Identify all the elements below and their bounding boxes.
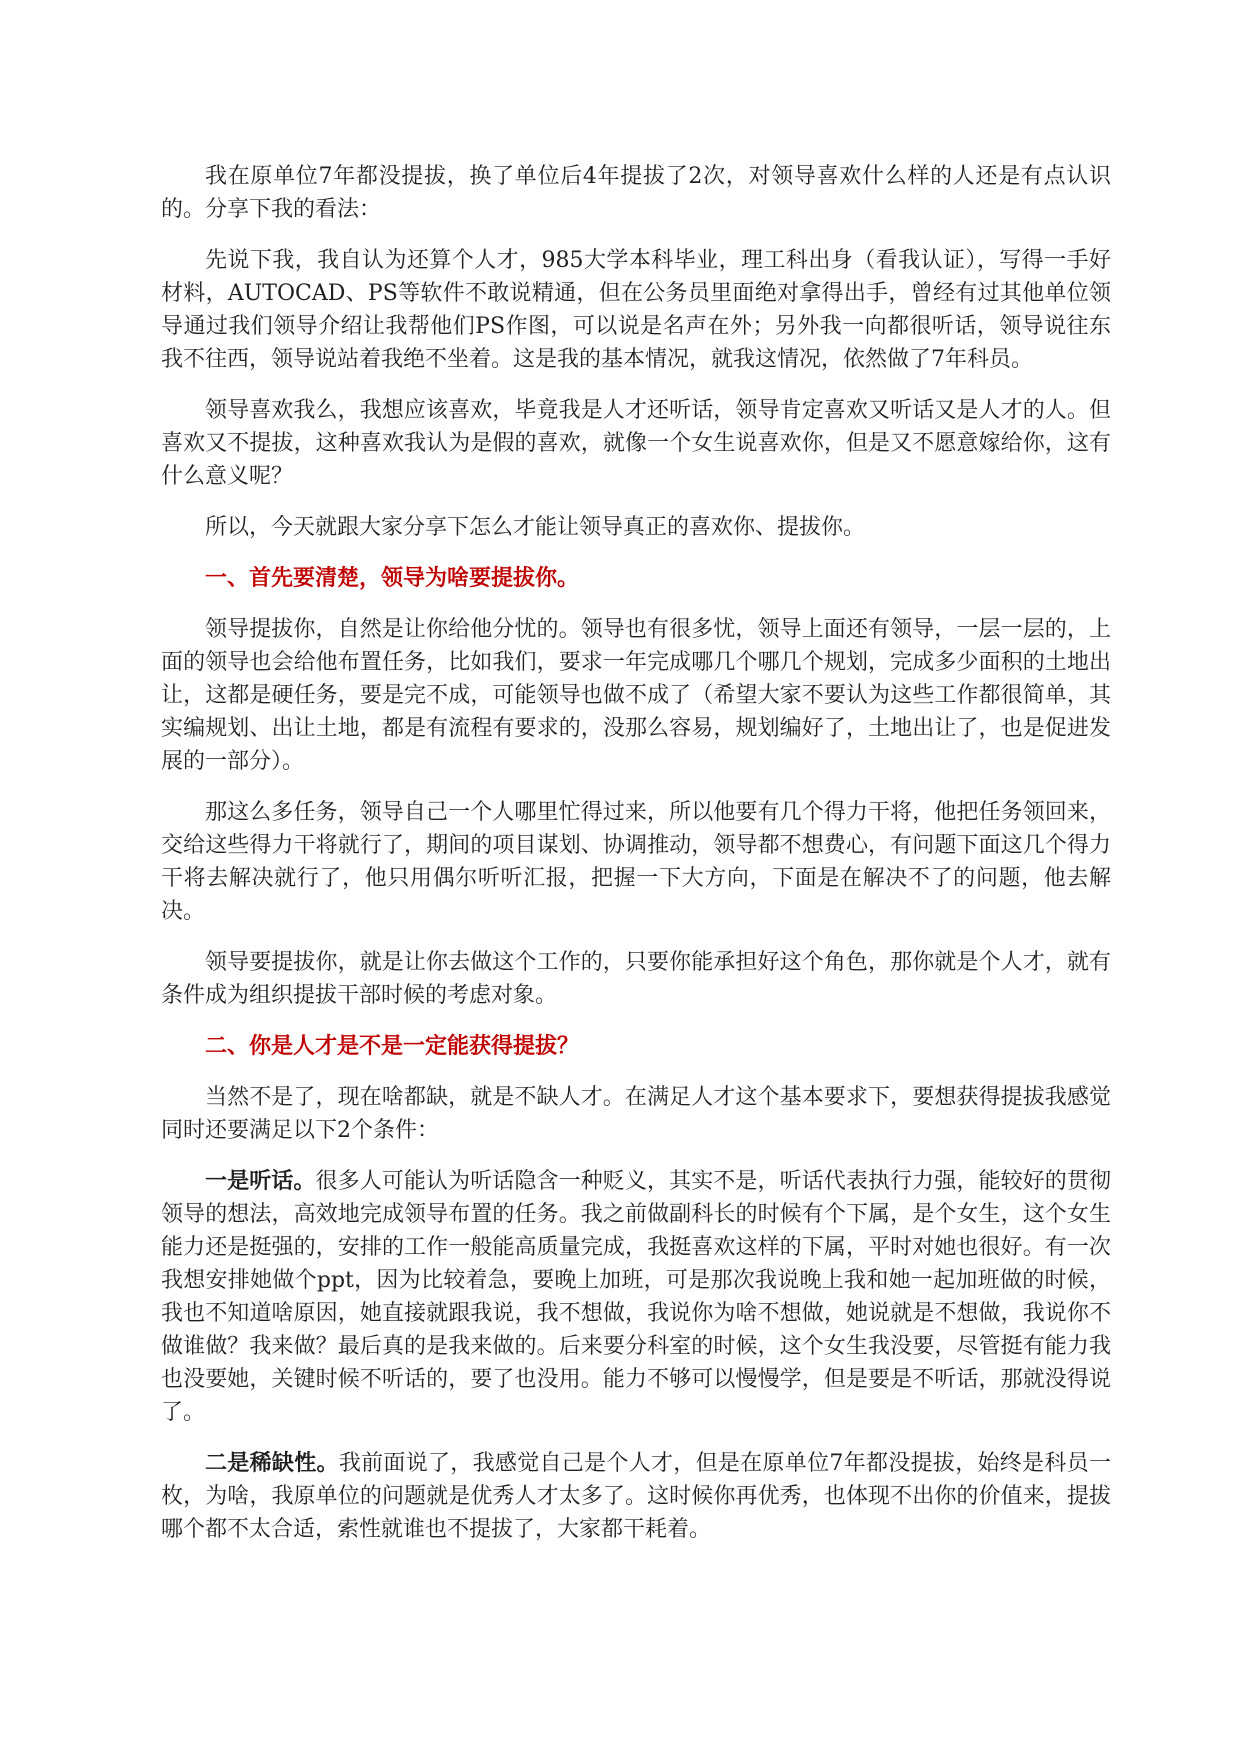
article-body (161, 160, 1111, 1564)
section-heading-2: 二、你是人才是不是一定能获得提拔？ (205, 1033, 580, 1059)
paragraph-share-worries: 领导提拔你，自然是让你给他分忧的。领导也有很多忧，领导上面还有领导，一层一层的，上面的领导也会给他布置任务，比如我们，要求一年完成哪几个哪几个规划，完成多少面积的土地出让，这都是硬任务，要是完不成，可能领导也做不成了（希望大家不要认为这些工作都很简单，其实编规划、出让土地，都是有流程有要求的，没那么容易，规划编好了，土地出让了，也是促进发展的一部分）。 (161, 617, 1111, 774)
paragraph-two-conditions: 当然不是了，现在啥都缺，就是不缺人才。在满足人才这个基本要求下，要想获得提拔我感觉同时还要满足以下2个条件： (161, 1085, 1111, 1143)
paragraph-capable-assistants: 那这么多任务，领导自己一个人哪里忙得过来，所以他要有几个得力干将，他把任务领回来，交给这些得力干将就行了，期间的项目谋划、协调推动，领导都不想费心，有问题下面这几个得力干将去解决就行了，他只用偶尔听听汇报，把握一下大方向，下面是在解决不了的问题，他去解决。 (161, 800, 1111, 924)
paragraph-take-the-role: 领导要提拔你，就是让你去做这个工作的，只要你能承担好这个角色，那你就是个人才，就有条件成为组织提拔干部时候的考虑对象。 (161, 950, 1111, 1008)
section-heading-1: 一、首先要清楚，领导为啥要提拔你。 (205, 565, 580, 591)
paragraph-leader-likes: 领导喜欢我么，我想应该喜欢，毕竟我是人才还听话，领导肯定喜欢又听话又是人才的人。但喜欢又不提拔，这种喜欢我认为是假的喜欢，就像一个女生说喜欢你，但是又不愿意嫁给你，这有什么意义呢？ (161, 398, 1111, 489)
paragraph-scarcity (161, 1447, 1111, 1546)
paragraph-share-today: 所以，今天就跟大家分享下怎么才能让领导真正的喜欢你、提拔你。 (205, 515, 866, 540)
paragraph-self-introduction: 先说下我，我自认为还算个人才，985大学本科毕业，理工科出身（看我认证），写得一手好材料，AUTOCAD、PS等软件不敢说精通，但在公务员里面绝对拿得出手，曾经有过其他单位领导通过我们领导介绍让我帮他们PS作图，可以说是名声在外；另外我一向都很听话，领导说往东我不往西，领导说站着我绝不坐着。这是我的基本情况，就我这情况，依然做了7年科员。 (161, 248, 1111, 372)
obedience-text: 很多人可能认为听话隐含一种贬义，其实不是，听话代表执行力强，能较好的贯彻领导的想法，高效地完成领导布置的任务。我之前做副科长的时候有个下属，是个女生，这个女生能力还是挺强的，安排的工作一般能高质量完成，我挺喜欢这样的下属，平时对她也很好。有一次我想安排她做个ppt，因为比较着急，要晚上加班，可是那次我说晚上我和她一起加班做的时候，我也不知道啥原因，她直接就跟我说，我不想做，我说你为啥不想做，她说就是不想做，我说你不做谁做？我来做？最后真的是我来做的。后来要分科室的时候，这个女生我没要，尽管挺有能力我也没要她，关键时候不听话的，要了也没用。能力不够可以慢慢学，但是要是不听话，那就没得说了。 (161, 1169, 1111, 1425)
lead-obedience: 一是听话。 (205, 1168, 316, 1194)
paragraph-intro: 我在原单位7年都没提拔，换了单位后4年提拔了2次，对领导喜欢什么样的人还是有点认识的。分享下我的看法： (161, 164, 1111, 222)
paragraph-obedience (161, 1165, 1111, 1429)
scarcity-text: 我前面说了，我感觉自己是个人才，但是在原单位7年都没提拔，始终是科员一枚，为啥，我原单位的问题就是优秀人才太多了。这时候你再优秀，也体现不出你的价值来，提拔哪个都不太合适，索性就谁也不提拔了，大家都干耗着。 (161, 1451, 1111, 1542)
lead-scarcity: 二是稀缺性。 (205, 1450, 339, 1476)
